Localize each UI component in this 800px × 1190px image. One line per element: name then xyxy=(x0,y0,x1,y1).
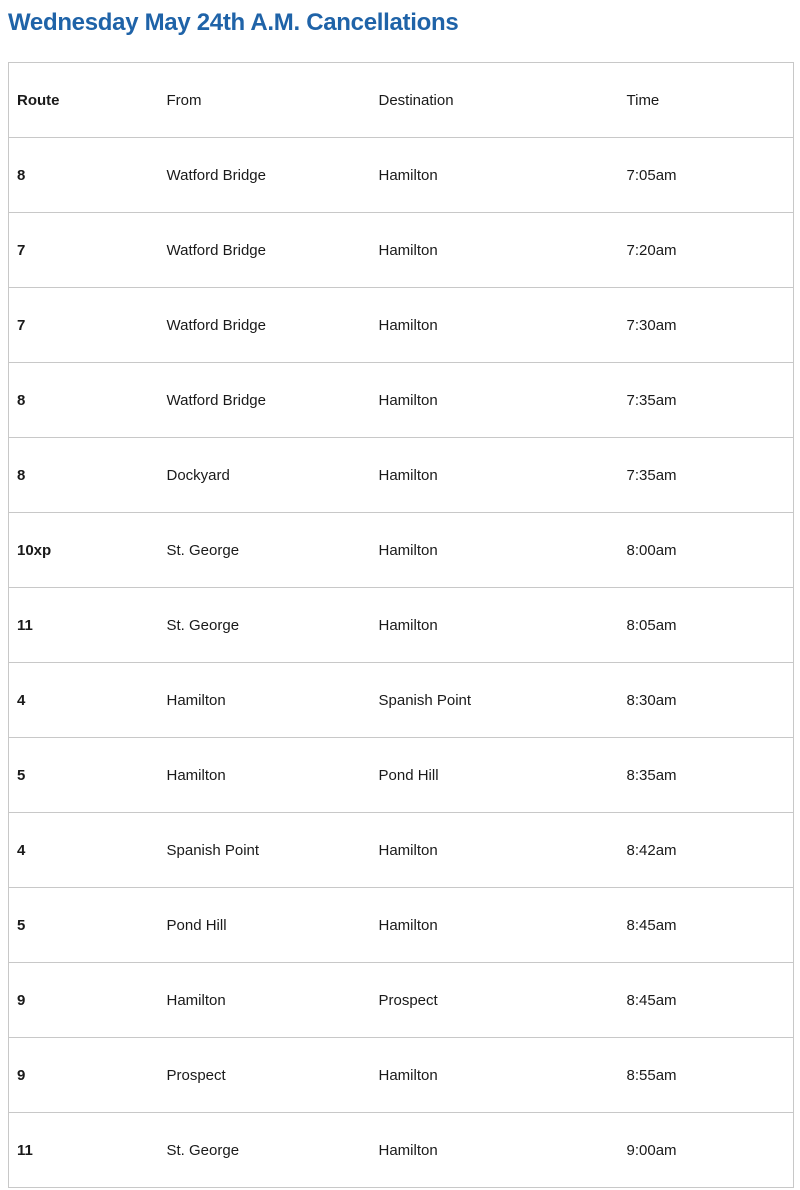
table-row xyxy=(9,588,794,663)
table-body xyxy=(9,138,794,1188)
cell-time: 8:45am xyxy=(619,888,794,963)
page-title: Wednesday May 24th A.M. Cancellations xyxy=(8,9,459,36)
cell-route: 9 xyxy=(9,1038,159,1113)
table-row xyxy=(9,1038,794,1113)
cell-time: 8:30am xyxy=(619,663,794,738)
table-row xyxy=(9,813,794,888)
header-from: From xyxy=(159,63,371,138)
cell-time: 8:35am xyxy=(619,738,794,813)
cell-time: 8:00am xyxy=(619,513,794,588)
cell-destination: Hamilton xyxy=(371,1113,619,1188)
header-row xyxy=(9,63,794,138)
cell-time: 7:35am xyxy=(619,363,794,438)
cell-destination: Hamilton xyxy=(371,363,619,438)
cell-route: 8 xyxy=(9,138,159,213)
cell-route: 5 xyxy=(9,888,159,963)
cell-from: St. George xyxy=(159,1113,371,1188)
cell-destination: Hamilton xyxy=(371,888,619,963)
cell-time: 8:05am xyxy=(619,588,794,663)
table-row xyxy=(9,288,794,363)
cell-route: 4 xyxy=(9,813,159,888)
cell-time: 9:00am xyxy=(619,1113,794,1188)
cell-destination: Pond Hill xyxy=(371,738,619,813)
cell-time: 7:05am xyxy=(619,138,794,213)
cell-from: St. George xyxy=(159,588,371,663)
cell-route: 5 xyxy=(9,738,159,813)
cell-destination: Spanish Point xyxy=(371,663,619,738)
cancellations-table xyxy=(8,62,794,1188)
table-row xyxy=(9,738,794,813)
table-row xyxy=(9,213,794,288)
cell-from: St. George xyxy=(159,513,371,588)
cell-from: Watford Bridge xyxy=(159,213,371,288)
cell-time: 8:42am xyxy=(619,813,794,888)
cell-destination: Hamilton xyxy=(371,1038,619,1113)
table-row xyxy=(9,663,794,738)
cell-destination: Hamilton xyxy=(371,213,619,288)
cell-from: Spanish Point xyxy=(159,813,371,888)
cell-route: 7 xyxy=(9,213,159,288)
cell-destination: Hamilton xyxy=(371,438,619,513)
header-destination: Destination xyxy=(371,63,619,138)
table-row xyxy=(9,1113,794,1188)
cell-route: 11 xyxy=(9,1113,159,1188)
cancellations-table-container xyxy=(8,62,794,1188)
cell-from: Pond Hill xyxy=(159,888,371,963)
cell-destination: Hamilton xyxy=(371,288,619,363)
table-row xyxy=(9,363,794,438)
cell-destination: Hamilton xyxy=(371,813,619,888)
cell-from: Hamilton xyxy=(159,738,371,813)
cell-from: Watford Bridge xyxy=(159,138,371,213)
cell-time: 8:55am xyxy=(619,1038,794,1113)
table-row xyxy=(9,438,794,513)
cell-from: Hamilton xyxy=(159,663,371,738)
cell-route: 7 xyxy=(9,288,159,363)
cell-from: Prospect xyxy=(159,1038,371,1113)
cell-route: 9 xyxy=(9,963,159,1038)
cell-from: Watford Bridge xyxy=(159,288,371,363)
cell-time: 7:20am xyxy=(619,213,794,288)
cell-route: 11 xyxy=(9,588,159,663)
table-header xyxy=(9,63,794,138)
cell-from: Hamilton xyxy=(159,963,371,1038)
table-row xyxy=(9,963,794,1038)
cell-from: Watford Bridge xyxy=(159,363,371,438)
cell-route: 8 xyxy=(9,363,159,438)
cell-destination: Hamilton xyxy=(371,138,619,213)
cell-destination: Prospect xyxy=(371,963,619,1038)
cell-destination: Hamilton xyxy=(371,588,619,663)
table-row xyxy=(9,138,794,213)
cell-from: Dockyard xyxy=(159,438,371,513)
cell-route: 4 xyxy=(9,663,159,738)
cell-time: 8:45am xyxy=(619,963,794,1038)
cell-time: 7:35am xyxy=(619,438,794,513)
table-row xyxy=(9,513,794,588)
cell-route: 8 xyxy=(9,438,159,513)
table-row xyxy=(9,888,794,963)
header-route: Route xyxy=(9,63,159,138)
cell-time: 7:30am xyxy=(619,288,794,363)
cell-destination: Hamilton xyxy=(371,513,619,588)
cell-route: 10xp xyxy=(9,513,159,588)
header-time: Time xyxy=(619,63,794,138)
